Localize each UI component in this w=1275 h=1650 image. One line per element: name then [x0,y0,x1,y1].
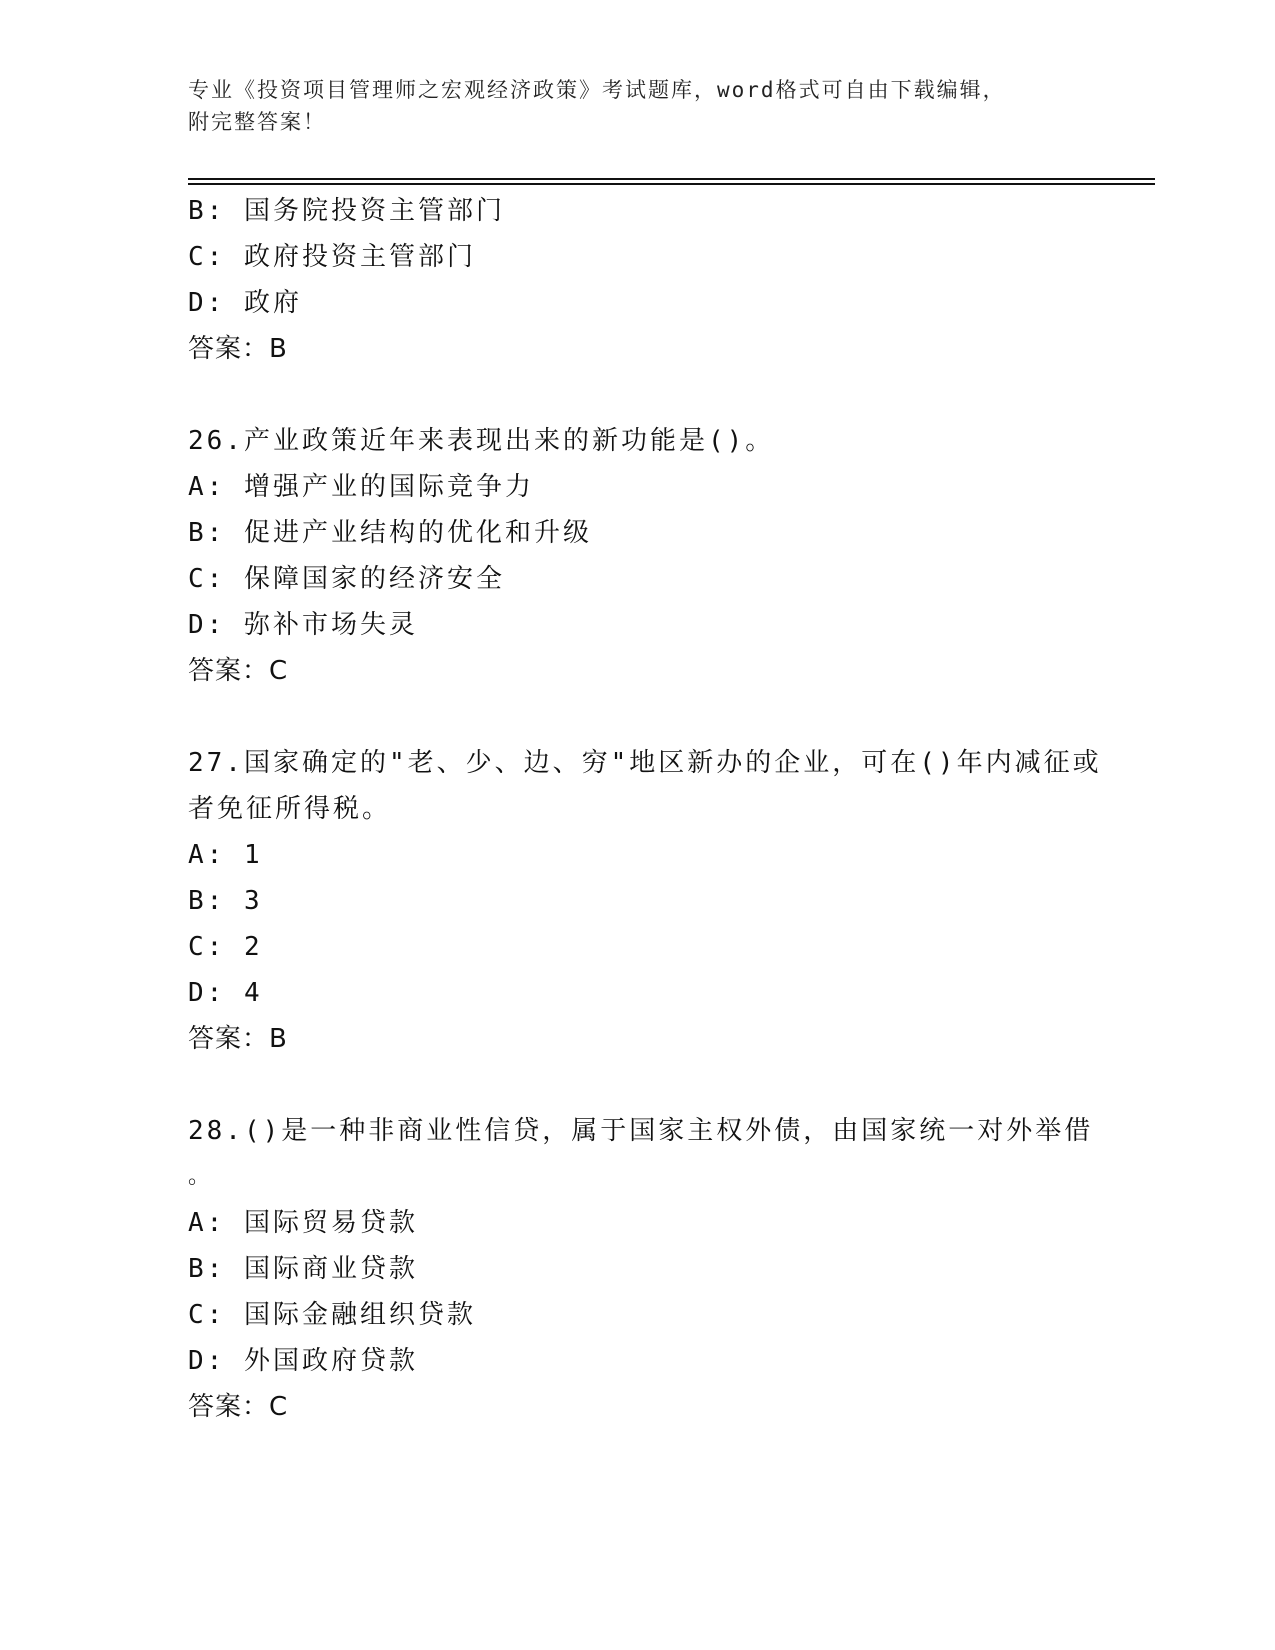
question-25-continuation [188,188,1088,372]
answer-line: 答案：B [188,1024,288,1054]
document-header [188,74,1088,138]
header-divider-bottom [188,183,1155,185]
question-stem: 26.产业政策近年来表现出来的新功能是()。 [188,426,775,456]
question-list [188,188,1102,1430]
option-c: C: 2 [188,932,263,962]
option-d: D: 政府 [188,288,302,318]
question-stem: 27.国家确定的"老、少、边、穷"地区新办的企业，可在()年内减征或 [188,748,1102,778]
option-a: A: 国际贸易贷款 [188,1208,418,1238]
header-divider-top [188,178,1155,180]
question-28 [188,1108,1094,1430]
option-b: B: 国务院投资主管部门 [188,196,505,226]
option-d: D: 弥补市场失灵 [188,610,418,640]
answer-line: 答案：C [188,1392,289,1422]
spacer [188,1062,1088,1108]
question-stem-continued: 。 [188,1164,214,1189]
spacer [188,372,1088,418]
answer-line: 答案：B [188,334,288,364]
spacer [188,694,1088,740]
option-c: C: 国际金融组织贷款 [188,1300,476,1330]
option-c: C: 政府投资主管部门 [188,242,476,272]
header-line-1: 专业《投资项目管理师之宏观经济政策》考试题库，word格式可自由下载编辑， [188,78,1006,102]
question-27 [188,740,1102,1062]
option-c: C: 保障国家的经济安全 [188,564,505,594]
question-26 [188,418,1088,694]
header-line-2: 附完整答案！ [188,110,326,134]
option-d: D: 4 [188,978,263,1008]
option-a: A: 增强产业的国际竞争力 [188,472,534,502]
option-b: B: 促进产业结构的优化和升级 [188,518,592,548]
option-d: D: 外国政府贷款 [188,1346,418,1376]
option-a: A: 1 [188,840,263,870]
question-stem: 28.()是一种非商业性信贷，属于国家主权外债，由国家统一对外举借 [188,1116,1094,1146]
option-b: B: 3 [188,886,263,916]
question-stem-continued: 者免征所得税。 [188,794,392,824]
option-b: B: 国际商业贷款 [188,1254,418,1284]
answer-line: 答案：C [188,656,289,686]
